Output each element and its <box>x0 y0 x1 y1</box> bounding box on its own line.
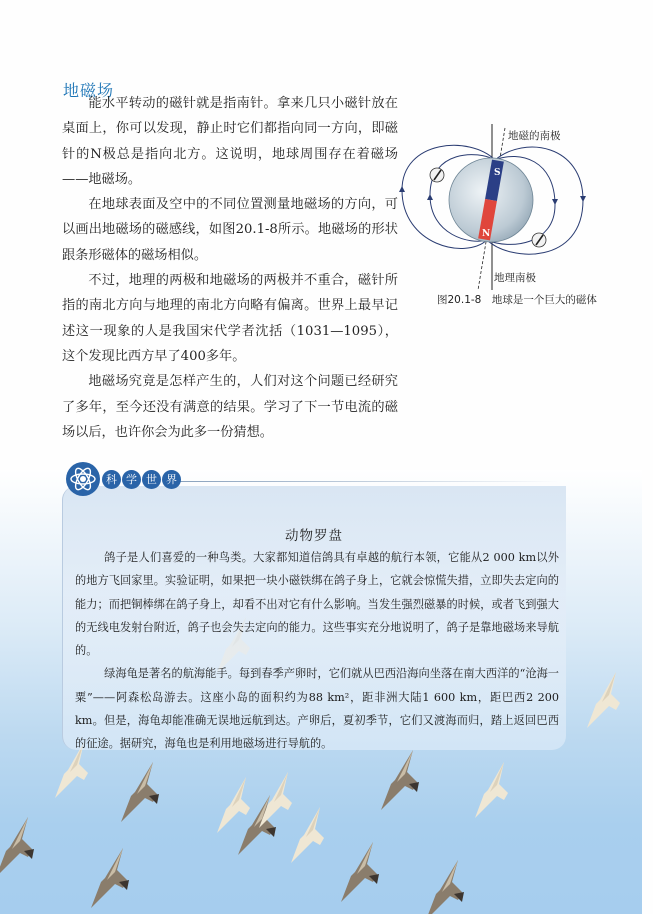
atom-logo-icon <box>66 462 100 496</box>
magnet-north-label: N <box>482 229 491 239</box>
compass-icon <box>532 233 546 247</box>
box-title: 动物罗盘 <box>285 528 343 544</box>
paragraph: 在地球表面及空中的不同位置测量地磁场的方向，可以画出地磁场的磁感线，如图20.1-8所示。地磁场的形状跟条形磁体的磁场相似。 <box>62 197 398 263</box>
box-text <box>75 546 559 756</box>
compass-icon <box>430 168 444 182</box>
magnet-south-label: S <box>494 168 501 178</box>
paragraph: 不过，地理的两极和地磁场的两极并不重合，磁针所指的南北方向与地理的南北方向略有偏离。世界上最早记述这一现象的人是我国宋代学者沈括（1031—1095），这个发现比西方早了400多年。 <box>62 273 398 364</box>
figure-caption: 图20.1-8 地球是一个巨大的磁体 <box>437 294 597 306</box>
tag-char: 科 <box>102 470 121 489</box>
label-magnetic-south-pole: 地磁的南极 <box>508 130 561 142</box>
paragraph: 地磁场究竟是怎样产生的，人们对这个问题已经研究了多年，至今还没有满意的结果。学习了下一节电流的磁场以后，也许你会为此多一份猜想。 <box>62 374 398 440</box>
section-title: 地磁场 <box>63 81 115 100</box>
body-text <box>62 91 398 445</box>
tag-char: 界 <box>162 470 181 489</box>
tag-char: 学 <box>122 470 141 489</box>
header-divider <box>180 481 560 482</box>
paragraph: 鸽子是人们喜爱的一种鸟类。大家都知道信鸽具有卓越的航行本领，它能从2 000 km以外的地方飞回家里。实验证明，如果把一块小磁铁绑在鸽子身上，它就会惊慌失措，立即失去定向的能力；而把铜棒绑在鸽子身上，却看不出对它有什么影响。当发生强烈磁暴的时候，或者飞到强大的无线电发射台附近，鸽子也会失去定向的能力。这些事实充分地说明了，鸽子是靠地磁场来导航的。 <box>75 551 559 658</box>
tag-char: 世 <box>142 470 161 489</box>
label-geographic-south-pole: 地理南极 <box>494 272 536 284</box>
paragraph: 能水平转动的磁针就是指南针。拿来几只小磁针放在桌面上，你可以发现，静止时它们都指向同一方向，即磁针的N极总是指向北方。这说明，地球周围存在着磁场——地磁场。 <box>62 96 398 187</box>
science-world-tag <box>102 470 181 489</box>
paragraph: 绿海龟是著名的航海能手。每到春季产卵时，它们就从巴西沿海向坐落在南大西洋的“沧海一粟”——阿森松岛游去。这座小岛的面积约为88 km²，距非洲大陆1 600 km，距巴西2 200 km。但是，海龟却能准确无误地远航到达。产卵后，夏初季节，它们又渡海而归，踏上返回巴西的征途。据研究，海龟也是利用地磁场进行导航的。 <box>75 667 559 751</box>
science-world-header <box>66 462 181 496</box>
